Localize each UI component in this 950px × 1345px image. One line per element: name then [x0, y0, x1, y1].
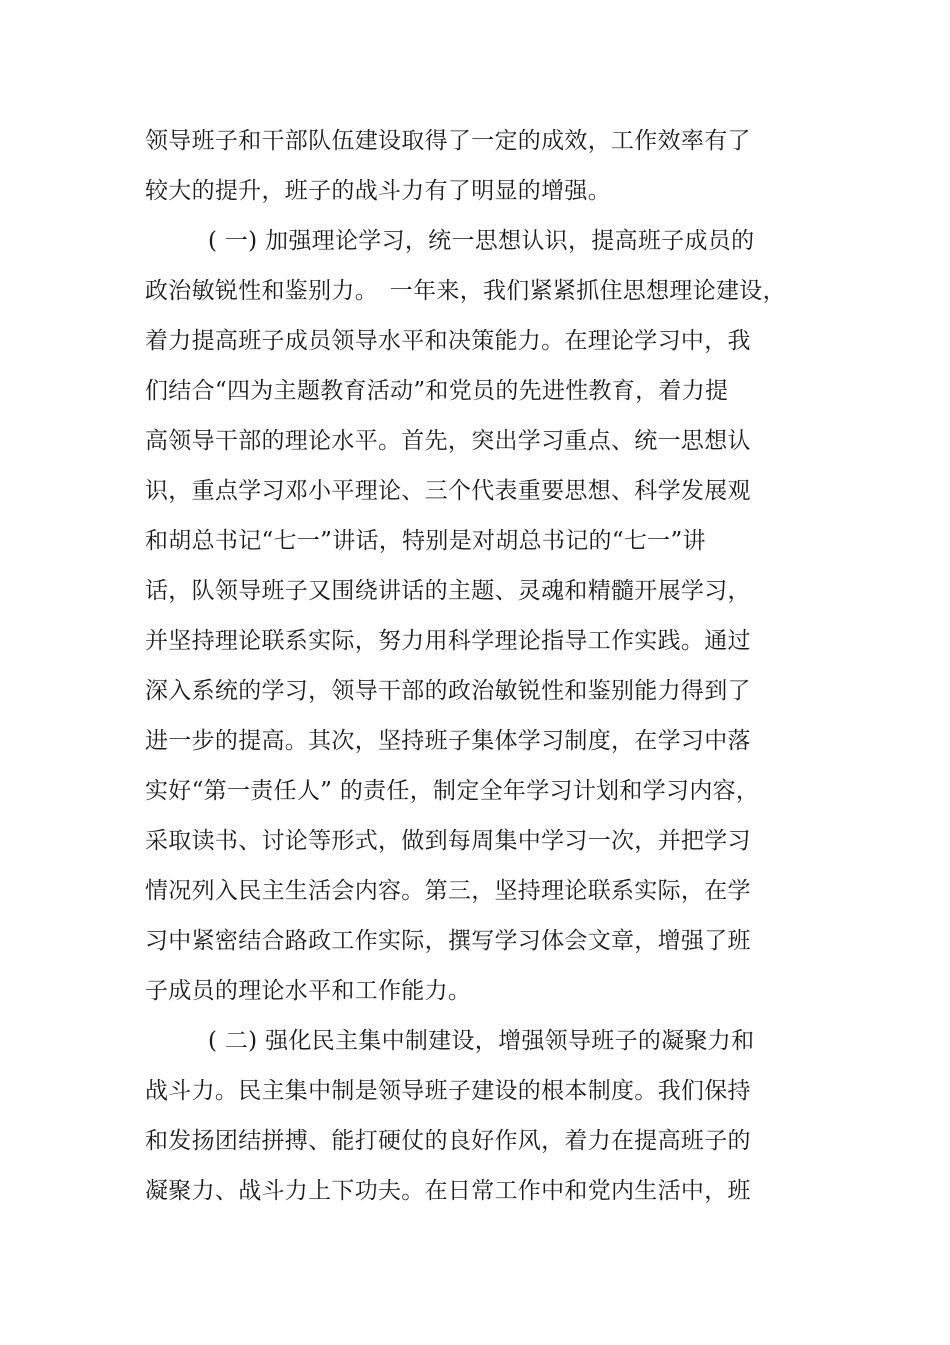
text-line: 识，重点学习邓小平理论、三个代表重要思想、科学发展观	[145, 478, 751, 504]
text-line: 进一步的提高。其次，坚持班子集体学习制度，在学习中落	[145, 728, 751, 754]
text-line: 着力提高班子成员领导水平和决策能力。在理论学习中，我	[145, 328, 751, 354]
text-line: 采取读书、讨论等形式，做到每周集中学习一次，并把学习	[145, 828, 751, 854]
text-line: 战斗力。民主集中制是领导班子建设的根本制度。我们保持	[145, 1078, 751, 1104]
text-line: 情况列入民主生活会内容。第三，坚持理论联系实际，在学	[145, 878, 751, 904]
text-line: 并坚持理论联系实际，努力用科学理论指导工作实践。通过	[145, 628, 751, 654]
section-heading-1: ( 一) 加强理论学习，统一思想认识，提高班子成员的	[208, 228, 755, 254]
text-line: 和发扬团结拼搏、能打硬仗的良好作风，着力在提高班子的	[145, 1128, 751, 1154]
text-line: 较大的提升，班子的战斗力有了明显的增强。	[145, 178, 611, 204]
text-line: 高领导干部的理论水平。首先，突出学习重点、统一思想认	[145, 428, 751, 454]
text-line: 习中紧密结合路政工作实际，撰写学习体会文章，增强了班	[145, 928, 751, 954]
text-line: 子成员的理论水平和工作能力。	[145, 978, 472, 1004]
text-line: 凝聚力、战斗力上下功夫。在日常工作中和党内生活中，班	[145, 1178, 751, 1204]
text-line: 政治敏锐性和鉴别力。 一年来，我们紧紧抓住思想理论建设，	[145, 278, 786, 304]
section-heading-2: ( 二) 强化民主集中制建设，增强领导班子的凝聚力和	[208, 1028, 755, 1054]
text-line: 领导班子和干部队伍建设取得了一定的成效，工作效率有了	[145, 128, 751, 154]
text-line: 和胡总书记“七一”讲话，特别是对胡总书记的“七一”讲	[145, 528, 706, 554]
text-line: 话，队领导班子又围绕讲话的主题、灵魂和精髓开展学习，	[145, 578, 751, 604]
text-line: 实好“第一责任人” 的责任，制定全年学习计划和学习内容，	[145, 778, 760, 804]
text-line: 深入系统的学习，领导干部的政治敏锐性和鉴别能力得到了	[145, 678, 751, 704]
text-line: 们结合“四为主题教育活动”和党员的先进性教育，着力提	[145, 378, 729, 404]
